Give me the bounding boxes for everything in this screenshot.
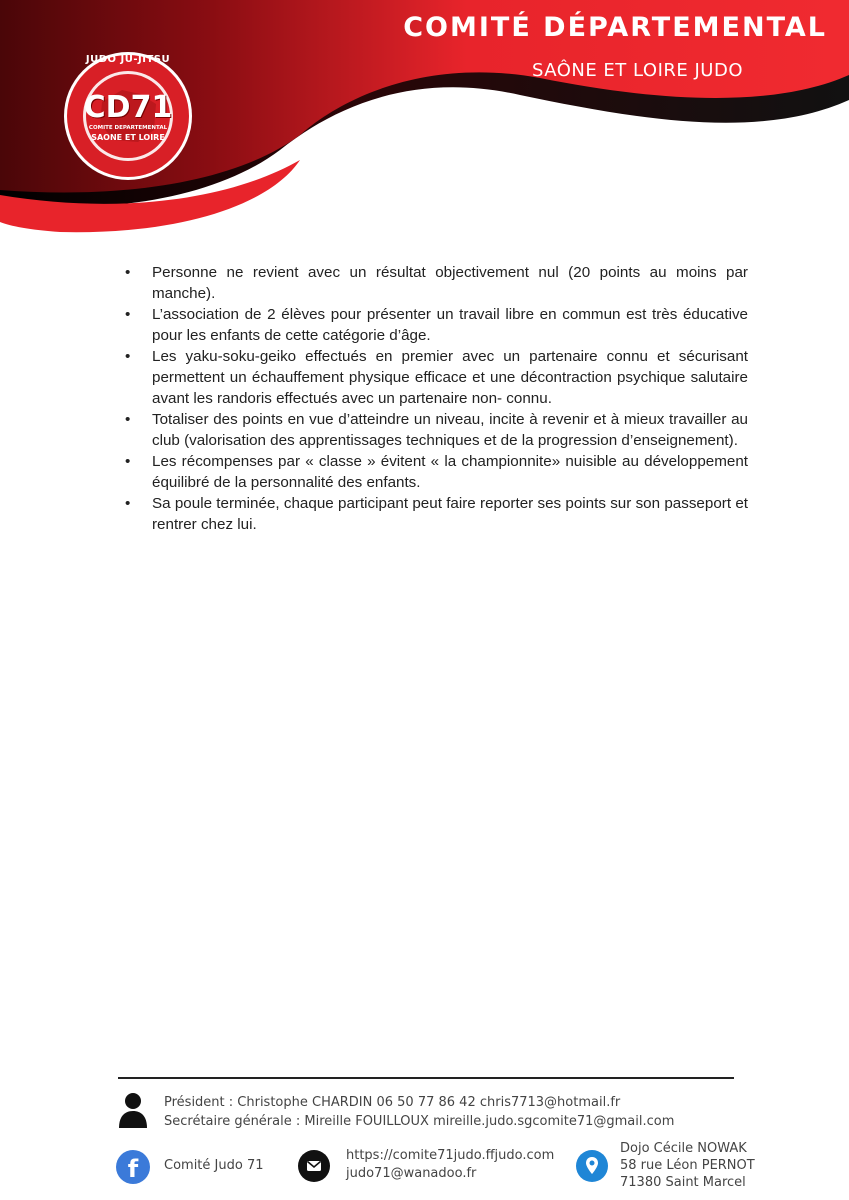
location-icon [576, 1150, 608, 1182]
org-title: COMITÉ DÉPARTEMENTAL [403, 12, 827, 43]
email-link[interactable]: judo71@wanadoo.fr [346, 1166, 477, 1181]
bullet-text: Personne ne revient avec un résultat objectivement nul (20 points au moins par manche). [152, 264, 748, 302]
website-link[interactable]: https://comite71judo.ffjudo.com [346, 1148, 555, 1163]
facebook-label[interactable]: Comité Judo 71 [164, 1158, 264, 1173]
bullet-text: Les récompenses par « classe » évitent « la championnite» nuisible au développement équilibré de la personnalité des enfants. [152, 453, 748, 491]
bullet-marker: • [125, 348, 131, 365]
footer-divider [118, 1077, 734, 1079]
bullet-text: L’association de 2 élèves pour présenter un travail libre en commun est très éducative pour les enfants de cette catégorie d’âge. [152, 306, 748, 344]
person-icon [118, 1092, 148, 1128]
bullet-marker: • [125, 306, 131, 323]
secretary-line: Secrétaire générale : Mireille FOUILLOUX mireille.judo.sgcomite71@gmail.com [164, 1114, 675, 1129]
bullet-text: Totaliser des points en vue d’atteindre un niveau, incite à revenir et à mieux travailler au club (valorisation des apprentissages techniques et de la progression d’enseignement). [152, 411, 748, 449]
org-subtitle: SAÔNE ET LOIRE JUDO [531, 60, 743, 81]
bullet-marker: • [125, 411, 131, 428]
contact-officers [164, 1093, 674, 1131]
logo-main-text: CD71 [83, 90, 173, 125]
bullet-marker: • [125, 495, 131, 512]
facebook-icon[interactable]: f [116, 1150, 150, 1184]
mail-icon[interactable] [298, 1150, 330, 1182]
bullet-list [118, 262, 748, 535]
logo-top-text: JUDO JU-JITSU [85, 54, 171, 65]
logo-sub-text-2: SAONE ET LOIRE [91, 133, 165, 142]
bullet-text: Les yaku-soku-geiko effectués en premier avec un partenaire connu et sécurisant permettent un échauffement physique efficace et une décontraction psychique salutaire avant les randoris effectués avec un partenaire non- connu. [152, 348, 748, 407]
bullet-marker: • [125, 264, 131, 281]
address-line: 71380 Saint Marcel [620, 1175, 746, 1190]
bullet-marker: • [125, 453, 131, 470]
address-line: 58 rue Léon PERNOT [620, 1158, 755, 1173]
logo-sub-text-1: COMITE DEPARTEMENTAL [88, 125, 168, 131]
bullet-text: Sa poule terminée, chaque participant peut faire reporter ses points sur son passeport et rentrer chez lui. [152, 495, 748, 533]
address-block [620, 1140, 755, 1191]
list-item [118, 493, 748, 535]
list-item [118, 262, 748, 304]
list-item [118, 451, 748, 493]
web-contact [346, 1147, 554, 1183]
cd71-logo [62, 50, 194, 182]
main-content [118, 262, 748, 535]
president-line: Président : Christophe CHARDIN 06 50 77 86 42 chris7713@hotmail.fr [164, 1095, 621, 1110]
header-banner [0, 0, 849, 240]
list-item [118, 346, 748, 409]
list-item [118, 304, 748, 346]
address-line: Dojo Cécile NOWAK [620, 1141, 747, 1156]
list-item [118, 409, 748, 451]
